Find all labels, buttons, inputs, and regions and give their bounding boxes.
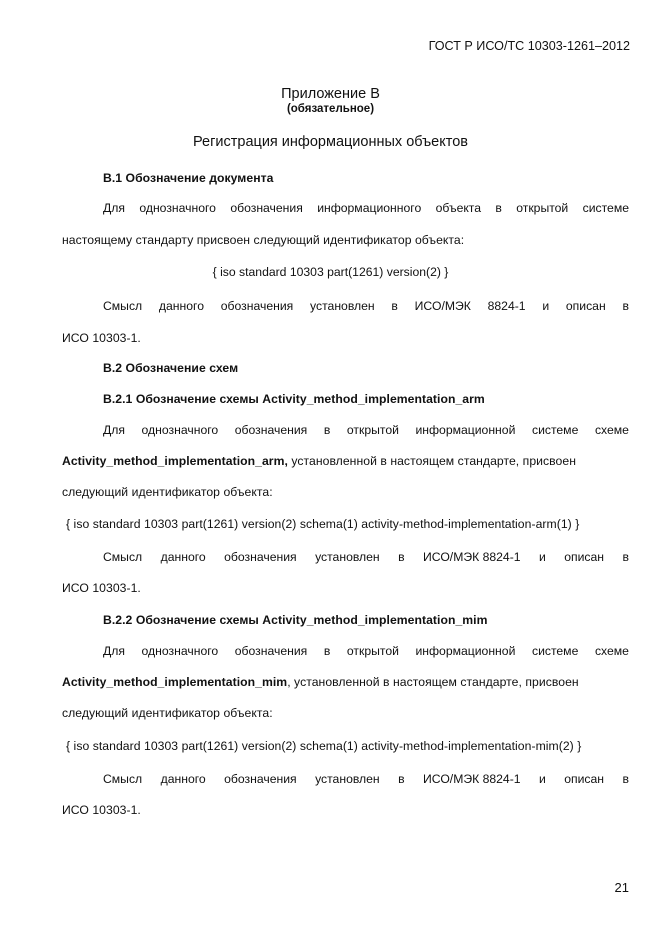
paragraph-word: 8824-1 [487,299,526,313]
paragraph-word: и [542,299,550,313]
b22-paragraph2-line1 [103,771,629,787]
paragraph-word: обозначения [220,299,294,313]
paragraph-word: информационной [415,423,516,437]
section-b22-heading [103,612,487,628]
standard-code-header: ГОСТ Р ИСО/ТС 10303-1261–2012 [428,39,630,53]
b22-object-identifier: { iso standard 10303 part(1261) version(2) schema(1) activity-method-implementation-mim(2) } [66,739,582,753]
b21-heading-schema-name: Activity_method_implementation_arm [262,392,485,406]
paragraph-word: Для [103,201,125,215]
paragraph-word: системе [582,201,629,215]
paragraph-word: установлен [310,299,375,313]
b1-paragraph2-line1 [103,298,629,314]
paragraph-word: описан [564,550,605,564]
page-number: 21 [614,880,629,895]
paragraph-word: Смысл [103,772,143,786]
paragraph-word: в [398,772,405,786]
paragraph-word: обозначения [234,644,308,658]
paragraph-word: описан [565,299,606,313]
appendix-heading: Регистрация информационных объектов [193,134,468,150]
paragraph-word: обозначения [234,423,308,437]
paragraph-word: однозначного [141,644,219,658]
paragraph-word: схеме [594,644,629,658]
paragraph-word: Для [103,644,125,658]
b22-paragraph1-line1 [103,643,629,659]
paragraph-word: обозначения [224,772,297,786]
paragraph-word: Для [103,423,125,437]
b21-paragraph2-line1 [103,549,629,565]
paragraph-word: открытой [516,201,569,215]
paragraph-word: ИСО/МЭК 8824-1 [423,550,521,564]
b21-paragraph2-line2: ИСО 10303-1. [62,581,141,595]
paragraph-word: объекта [435,201,482,215]
paragraph-word: однозначного [139,201,216,215]
section-b1-heading: В.1 Обозначение документа [103,171,274,185]
b22-heading-schema-name: Activity_method_implementation_mim [262,613,488,627]
b22-schema-name: Activity_method_implementation_mim [62,675,288,689]
paragraph-word: в [622,299,629,313]
paragraph-word: в [391,299,398,313]
paragraph-word: данного [160,772,206,786]
paragraph-word: однозначного [141,423,219,437]
appendix-title: Приложение В [281,86,380,102]
paragraph-word: и [538,772,546,786]
b1-paragraph1-line2: настоящему стандарту присвоен следующий идентификатор объекта: [62,233,465,247]
paragraph-word: обозначения [224,550,297,564]
paragraph-word: ИСО/МЭК 8824-1 [423,772,521,786]
b21-paragraph1-line3: следующий идентификатор объекта: [62,485,273,499]
paragraph-word: открытой [346,423,399,437]
paragraph-word: в [495,201,502,215]
appendix-subtitle: (обязательное) [286,103,375,115]
section-b21-heading [103,391,485,407]
b22-paragraph1-line3: следующий идентификатор объекта: [62,706,273,720]
b22-paragraph1-line2 [62,674,579,690]
paragraph-word: схеме [594,423,629,437]
paragraph-word: в [398,550,405,564]
paragraph-word: системе [531,423,579,437]
b21-heading-prefix: В.2.1 Обозначение схемы [103,392,263,406]
b21-object-identifier: { iso standard 10303 part(1261) version(2) schema(1) activity-method-implementation-arm(1) } [66,517,580,531]
paragraph-word: системе [531,644,579,658]
paragraph-word: ИСО/МЭК [414,299,471,313]
paragraph-word: информационного [317,201,422,215]
b21-paragraph1-line2 [62,453,576,469]
paragraph-word: открытой [346,644,399,658]
paragraph-word: в [323,644,331,658]
b1-paragraph2-line2: ИСО 10303-1. [62,331,141,345]
b1-object-identifier: { iso standard 10303 part(1261) version(2) } [212,265,449,279]
b22-line2-rest: , установленной в настоящем стандарте, присвоен [287,675,579,689]
b21-line2-rest: установленной в настоящем стандарте, присвоен [287,454,576,468]
paragraph-word: данного [160,550,206,564]
b22-heading-prefix: В.2.2 Обозначение схемы [103,613,263,627]
paragraph-word: и [538,550,546,564]
paragraph-word: информационной [415,644,516,658]
paragraph-word: Смысл [103,550,143,564]
paragraph-word: данного [158,299,205,313]
paragraph-word: Смысл [103,299,143,313]
b21-paragraph1-line1 [103,422,629,438]
b21-schema-name: Activity_method_implementation_arm, [62,454,288,468]
b1-paragraph1-line1 [103,200,629,216]
paragraph-word: в [622,772,629,786]
paragraph-word: обозначения [230,201,303,215]
b22-paragraph2-line2: ИСО 10303-1. [62,803,141,817]
paragraph-word: в [323,423,331,437]
section-b2-heading: В.2 Обозначение схем [103,361,239,375]
paragraph-word: установлен [315,772,380,786]
paragraph-word: описан [564,772,605,786]
paragraph-word: в [622,550,629,564]
paragraph-word: установлен [315,550,380,564]
